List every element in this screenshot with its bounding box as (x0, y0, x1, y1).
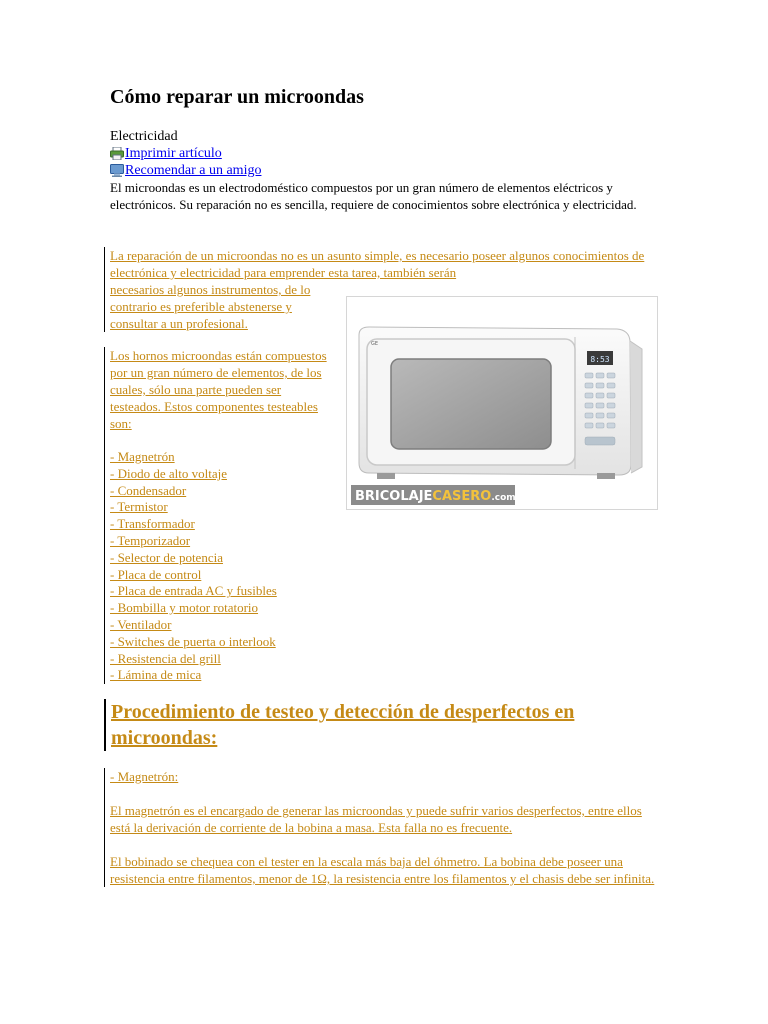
print-action[interactable] (110, 145, 222, 162)
blockquote-components (104, 347, 335, 684)
list-item[interactable]: - Condensador (110, 482, 187, 498)
email-icon (110, 164, 124, 177)
brand-label: GE (371, 341, 379, 347)
components-list (110, 449, 335, 684)
recommend-action[interactable] (110, 162, 261, 179)
microwave-photo (346, 296, 658, 510)
list-item[interactable]: - Diodo de alto voltaje (110, 465, 227, 481)
watermark-com: .com (491, 493, 516, 503)
section-heading-quote (104, 699, 671, 751)
list-item[interactable]: - Bombilla y motor rotatorio (110, 600, 259, 616)
list-item[interactable]: - Lámina de mica (110, 667, 202, 683)
article-category: Electricidad (110, 129, 178, 144)
microwave-illustration (347, 297, 657, 509)
magnetron-paragraph-2[interactable]: El bobinado se chequea con el tester en la escala más baja del óhmetro. La bobina debe poseer una resistencia entre filamentos, menor de 1Ω, la resistencia entre los filamentos y el chasis debe ser infinita. (110, 854, 655, 886)
quote-wide-text[interactable]: La reparación de un microondas no es un asunto simple, es necesario poseer algunos conocimientos de electrónica y electricidad para emprender esta tarea, también serán (110, 248, 645, 280)
section-heading[interactable]: Procedimiento de testeo y detección de desperfectos en microondas: (111, 701, 575, 749)
list-item[interactable]: - Switches de puerta o interlook (110, 633, 276, 649)
print-article-link[interactable]: Imprimir artículo (125, 146, 222, 161)
watermark-casero: CASERO (432, 489, 492, 504)
list-item[interactable]: - Magnetrón (110, 449, 175, 464)
recommend-friend-link[interactable]: Recomendar a un amigo (125, 163, 262, 178)
magnetron-subheading[interactable]: - Magnetrón: (110, 769, 179, 784)
list-item[interactable]: - Placa de entrada AC y fusibles (110, 583, 277, 599)
list-item[interactable]: - Termistor (110, 499, 168, 515)
blockquote-magnetron (104, 768, 665, 887)
list-item[interactable]: - Placa de control (110, 566, 202, 582)
article-intro: El microondas es un electrodoméstico compuestos por un gran número de elementos eléctricos y electrónicos. Su reparación no es sencilla, requiere de conocimientos sobre electrónica y electricidad. (110, 180, 637, 212)
components-intro[interactable]: Los hornos microondas están compuestos por un gran número de elementos, de los cuales, sólo una parte pueden ser testeados. Estos componentes testeables son: (110, 348, 327, 431)
article-title: Cómo reparar un microondas (110, 86, 364, 108)
list-item[interactable]: - Temporizador (110, 532, 191, 548)
printer-icon (110, 147, 124, 160)
display-time: 8:53 (590, 355, 610, 364)
quote-narrow-text[interactable]: necesarios algunos instrumentos, de lo contrario es preferible abstenerse y consultar a un profesional. (110, 282, 311, 331)
list-item[interactable]: - Ventilador (110, 616, 172, 632)
magnetron-paragraph-1[interactable]: El magnetrón es el encargado de generar las microondas y puede sufrir varios desperfectos, entre ellos está la derivación de corriente de la bobina a masa. Esta falla no es frecuente. (110, 803, 642, 835)
list-item[interactable]: - Transformador (110, 516, 195, 532)
watermark-bricolaje: BRICOLAJE (355, 489, 433, 504)
list-item[interactable]: - Resistencia del grill (110, 650, 221, 666)
list-item[interactable]: - Selector de potencia (110, 549, 223, 565)
